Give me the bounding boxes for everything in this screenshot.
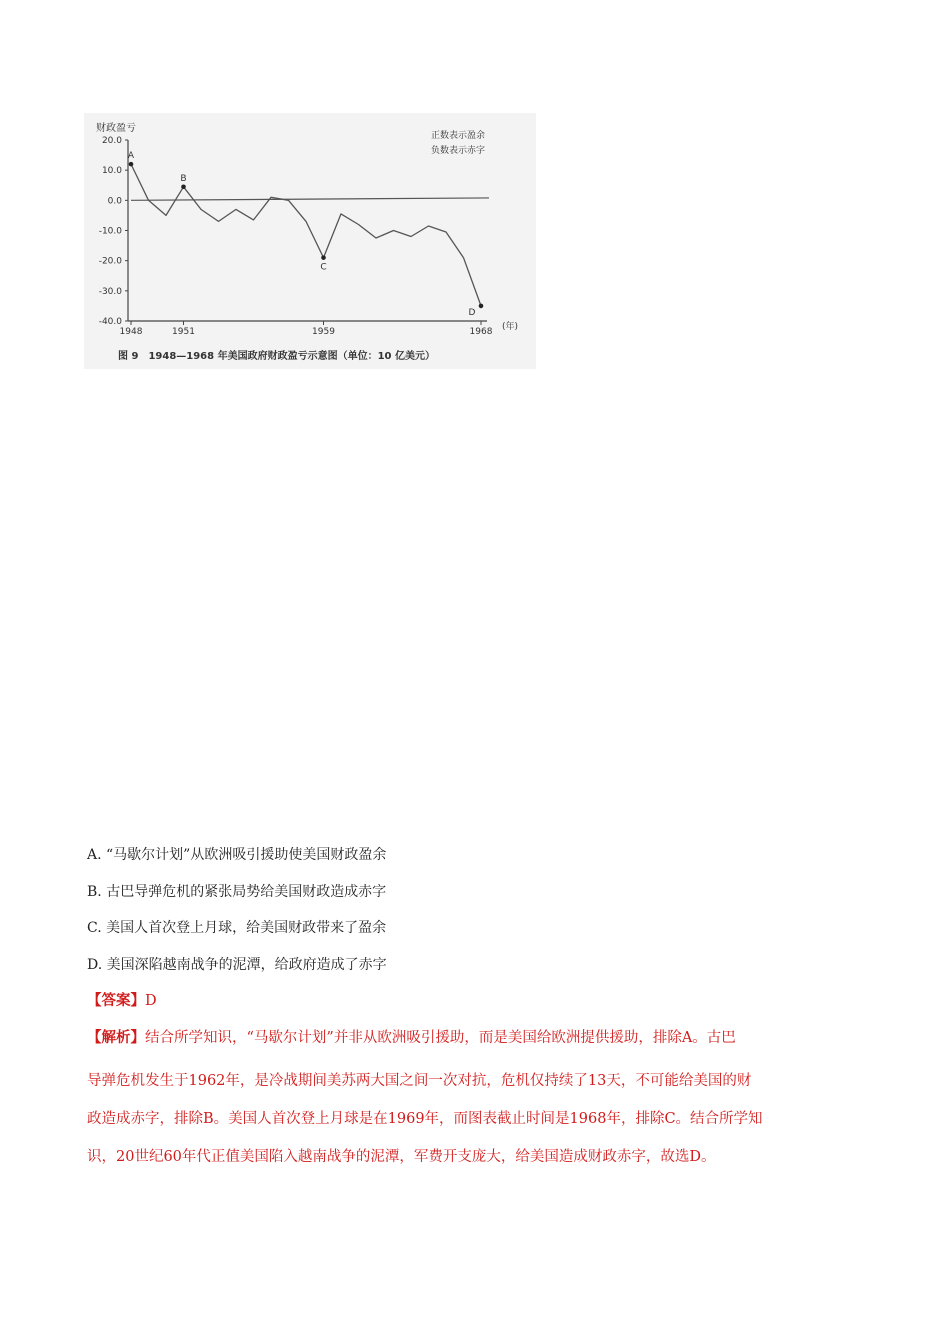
point-marker-a <box>129 162 134 167</box>
answer-label: 【答案】 <box>87 992 145 1009</box>
point-label-b: B <box>180 173 187 184</box>
deficit-line-chart <box>84 113 536 369</box>
y-tick-label: -10.0 <box>98 226 122 237</box>
analysis-text-1: 结合所学知识，“马歇尔计划”并非从欧洲吸引援助，而是美国给欧洲提供援助，排除A。古巴 <box>145 1030 736 1046</box>
analysis-line-2: 导弹危机发生于1962年，是冷战期间美苏两大国之间一次对抗，危机仅持续了13天，不可能给美国的财 <box>87 1073 752 1089</box>
x-tick-label: 1948 <box>119 327 143 337</box>
point-marker-b <box>181 184 186 189</box>
zero-reference-line <box>131 198 489 200</box>
x-tick-label: 1968 <box>469 327 493 337</box>
x-axis-unit: (年) <box>502 322 519 332</box>
y-tick-label: -20.0 <box>98 256 122 267</box>
y-tick-label: -30.0 <box>98 286 122 297</box>
y-tick-label: 0.0 <box>107 196 122 207</box>
figure-caption: 图 9 1948—1968 年美国政府财政盈亏示意图（单位：10 亿美元） <box>118 351 435 362</box>
point-label-c: C <box>320 262 327 273</box>
x-tick-label: 1951 <box>172 327 195 337</box>
point-marker-c <box>321 255 326 260</box>
answer-line <box>87 990 157 1012</box>
analysis-line-4: 识，20世纪60年代正值美国陷入越南战争的泥潭，军费开支庞大，给美国造成财政赤字，故选D。 <box>87 1149 716 1165</box>
analysis-label: 【解析】 <box>87 1029 145 1046</box>
point-label-d: D <box>468 307 476 318</box>
option-a: A. “马歇尔计划”从欧洲吸引援助使美国财政盈余 <box>87 847 387 863</box>
legend-note-negative: 负数表示赤字 <box>431 146 486 156</box>
y-tick-label: 20.0 <box>101 136 122 146</box>
y-tick-label: 10.0 <box>101 166 122 177</box>
y-axis-label: 财政盈亏 <box>96 123 136 134</box>
analysis-line-3: 政造成赤字，排除B。美国人首次登上月球是在1969年，而图表截止时间是1968年，排除C。结合所学知 <box>87 1111 763 1127</box>
point-label-a: A <box>127 151 135 162</box>
legend-note-positive: 正数表示盈余 <box>431 131 486 141</box>
option-d: D. 美国深陷越南战争的泥潭，给政府造成了赤字 <box>87 957 387 973</box>
point-marker-d <box>479 304 484 309</box>
answer-value: D <box>145 993 157 1009</box>
y-tick-label: -40.0 <box>98 317 122 327</box>
option-c: C. 美国人首次登上月球，给美国财政带来了盈余 <box>87 920 387 936</box>
option-b: B. 古巴导弹危机的紧张局势给美国财政造成赤字 <box>87 884 387 900</box>
analysis-line-1 <box>87 1027 736 1049</box>
x-tick-label: 1959 <box>312 327 335 337</box>
deficit-chart-figure <box>84 113 536 369</box>
